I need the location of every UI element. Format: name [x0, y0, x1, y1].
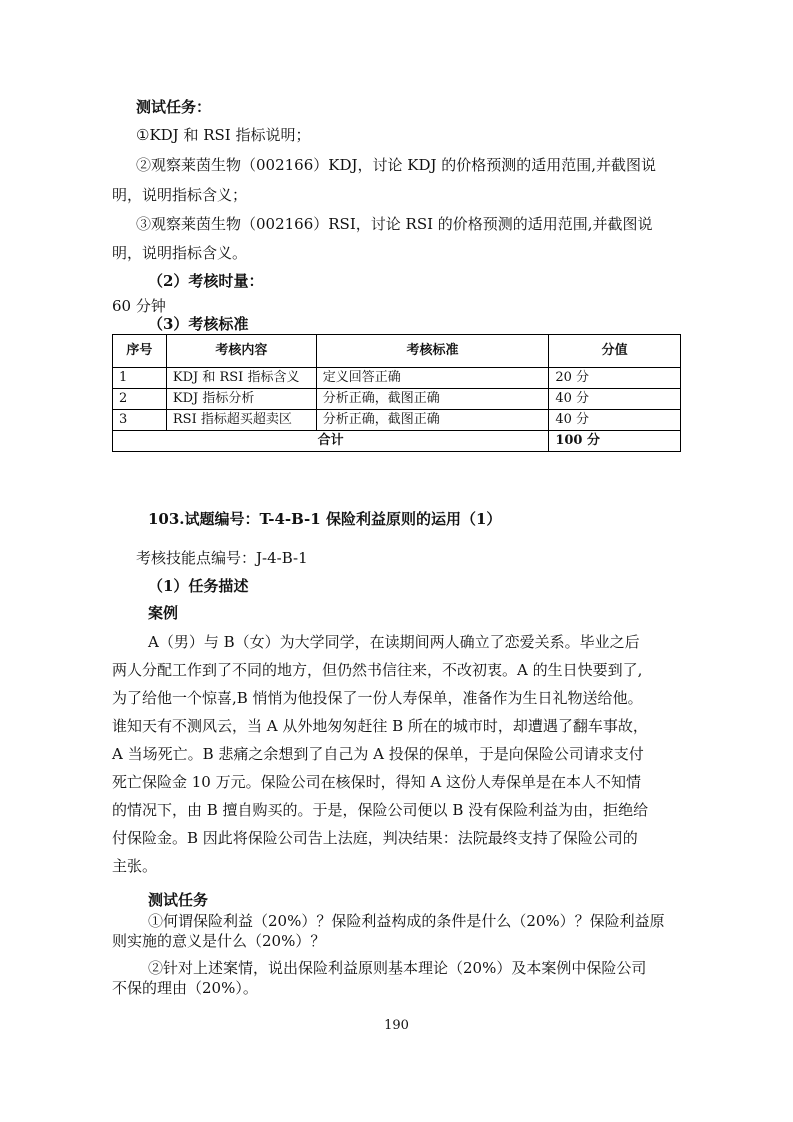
test-heading: 测试任务	[148, 891, 209, 909]
table-header-cell: 考核标准	[316, 335, 549, 368]
task-heading: 测试任务：	[136, 98, 212, 116]
table-cell: 定义回答正确	[316, 368, 549, 389]
time-value: 60 分钟	[112, 297, 166, 315]
task-item-3: ③观察莱茵生物（002166）RSI，讨论 RSI 的价格预测的适用范围,并截图说	[136, 215, 653, 233]
table-header-cell: 序号	[113, 335, 167, 368]
table-cell: RSI 指标超买超卖区	[166, 410, 316, 431]
case-heading: 案例	[148, 604, 179, 622]
case-line: 谁知天有不测风云，当 A 从外地匆匆赶往 B 所在的城市时，却遭遇了翻车事故，	[112, 717, 648, 735]
test-line: ①何谓保险利益（20%）？保险利益构成的条件是什么（20%）？保险利益原	[148, 912, 665, 930]
test-line: 则实施的意义是什么（20%）？	[112, 932, 326, 950]
table-cell: 分析正确，截图正确	[316, 410, 549, 431]
standard-heading: （3）考核标准	[148, 315, 249, 333]
case-line: 死亡保险金 10 万元。保险公司在核保时，得知 A 这份人寿保单是在本人不知情	[112, 773, 641, 791]
table-cell: KDJ 指标分析	[166, 389, 316, 410]
table-total-label: 合计	[113, 431, 549, 452]
task-item-3-cont: 明，说明指标含义。	[112, 244, 248, 262]
table-row	[113, 410, 681, 431]
task-item-1: ①KDJ 和 RSI 指标说明；	[136, 126, 311, 144]
table-cell: 20 分	[549, 368, 681, 389]
table-cell: 分析正确，截图正确	[316, 389, 549, 410]
task-item-2-cont: 明，说明指标含义；	[112, 186, 248, 204]
question-title: 103.试题编号：T-4-B-1 保险利益原则的运用（1）	[148, 510, 502, 528]
time-heading: （2）考核时量：	[148, 272, 264, 290]
table-total-row	[113, 431, 681, 452]
table-row	[113, 389, 681, 410]
table-header-row	[113, 335, 681, 368]
task-item-2: ②观察莱茵生物（002166）KDJ，讨论 KDJ 的价格预测的适用范围,并截图说	[136, 156, 657, 174]
table-cell: 2	[113, 389, 167, 410]
table-cell: 40 分	[549, 389, 681, 410]
table-cell: 40 分	[549, 410, 681, 431]
test-line: 不保的理由（20%）。	[112, 979, 258, 997]
case-line: 的情况下，由 B 擅自购买的。于是，保险公司便以 B 没有保险利益为由，拒绝给	[112, 801, 649, 819]
table-row	[113, 368, 681, 389]
table-header-cell: 分值	[549, 335, 681, 368]
table-header-cell: 考核内容	[166, 335, 316, 368]
case-line: A（男）与 B（女）为大学同学，在读期间两人确立了恋爱关系。毕业之后	[148, 633, 640, 651]
case-line: 付保险金。B 因此将保险公司告上法庭，判决结果：法院最终支持了保险公司的	[112, 829, 638, 847]
assessment-table	[112, 334, 681, 452]
case-line: 两人分配工作到了不同的地方，但仍然书信往来，不改初衷。A 的生日快要到了,	[112, 661, 643, 679]
task-desc-heading: （1）任务描述	[148, 577, 249, 595]
case-line: 为了给他一个惊喜,B 悄悄为他投保了一份人寿保单，准备作为生日礼物送给他。	[112, 689, 643, 707]
table-total-value: 100 分	[549, 431, 681, 452]
table-cell: 3	[113, 410, 167, 431]
case-line: 主张。	[112, 857, 158, 875]
page-number: 190	[384, 1018, 409, 1033]
table-cell: 1	[113, 368, 167, 389]
table-cell: KDJ 和 RSI 指标含义	[166, 368, 316, 389]
test-line: ②针对上述案情，说出保险利益原则基本理论（20%）及本案例中保险公司	[148, 959, 647, 977]
case-line: A 当场死亡。B 悲痛之余想到了自己为 A 投保的保单，于是向保险公司请求支付	[112, 745, 644, 763]
skill-code: 考核技能点编号：J-4-B-1	[136, 549, 308, 567]
